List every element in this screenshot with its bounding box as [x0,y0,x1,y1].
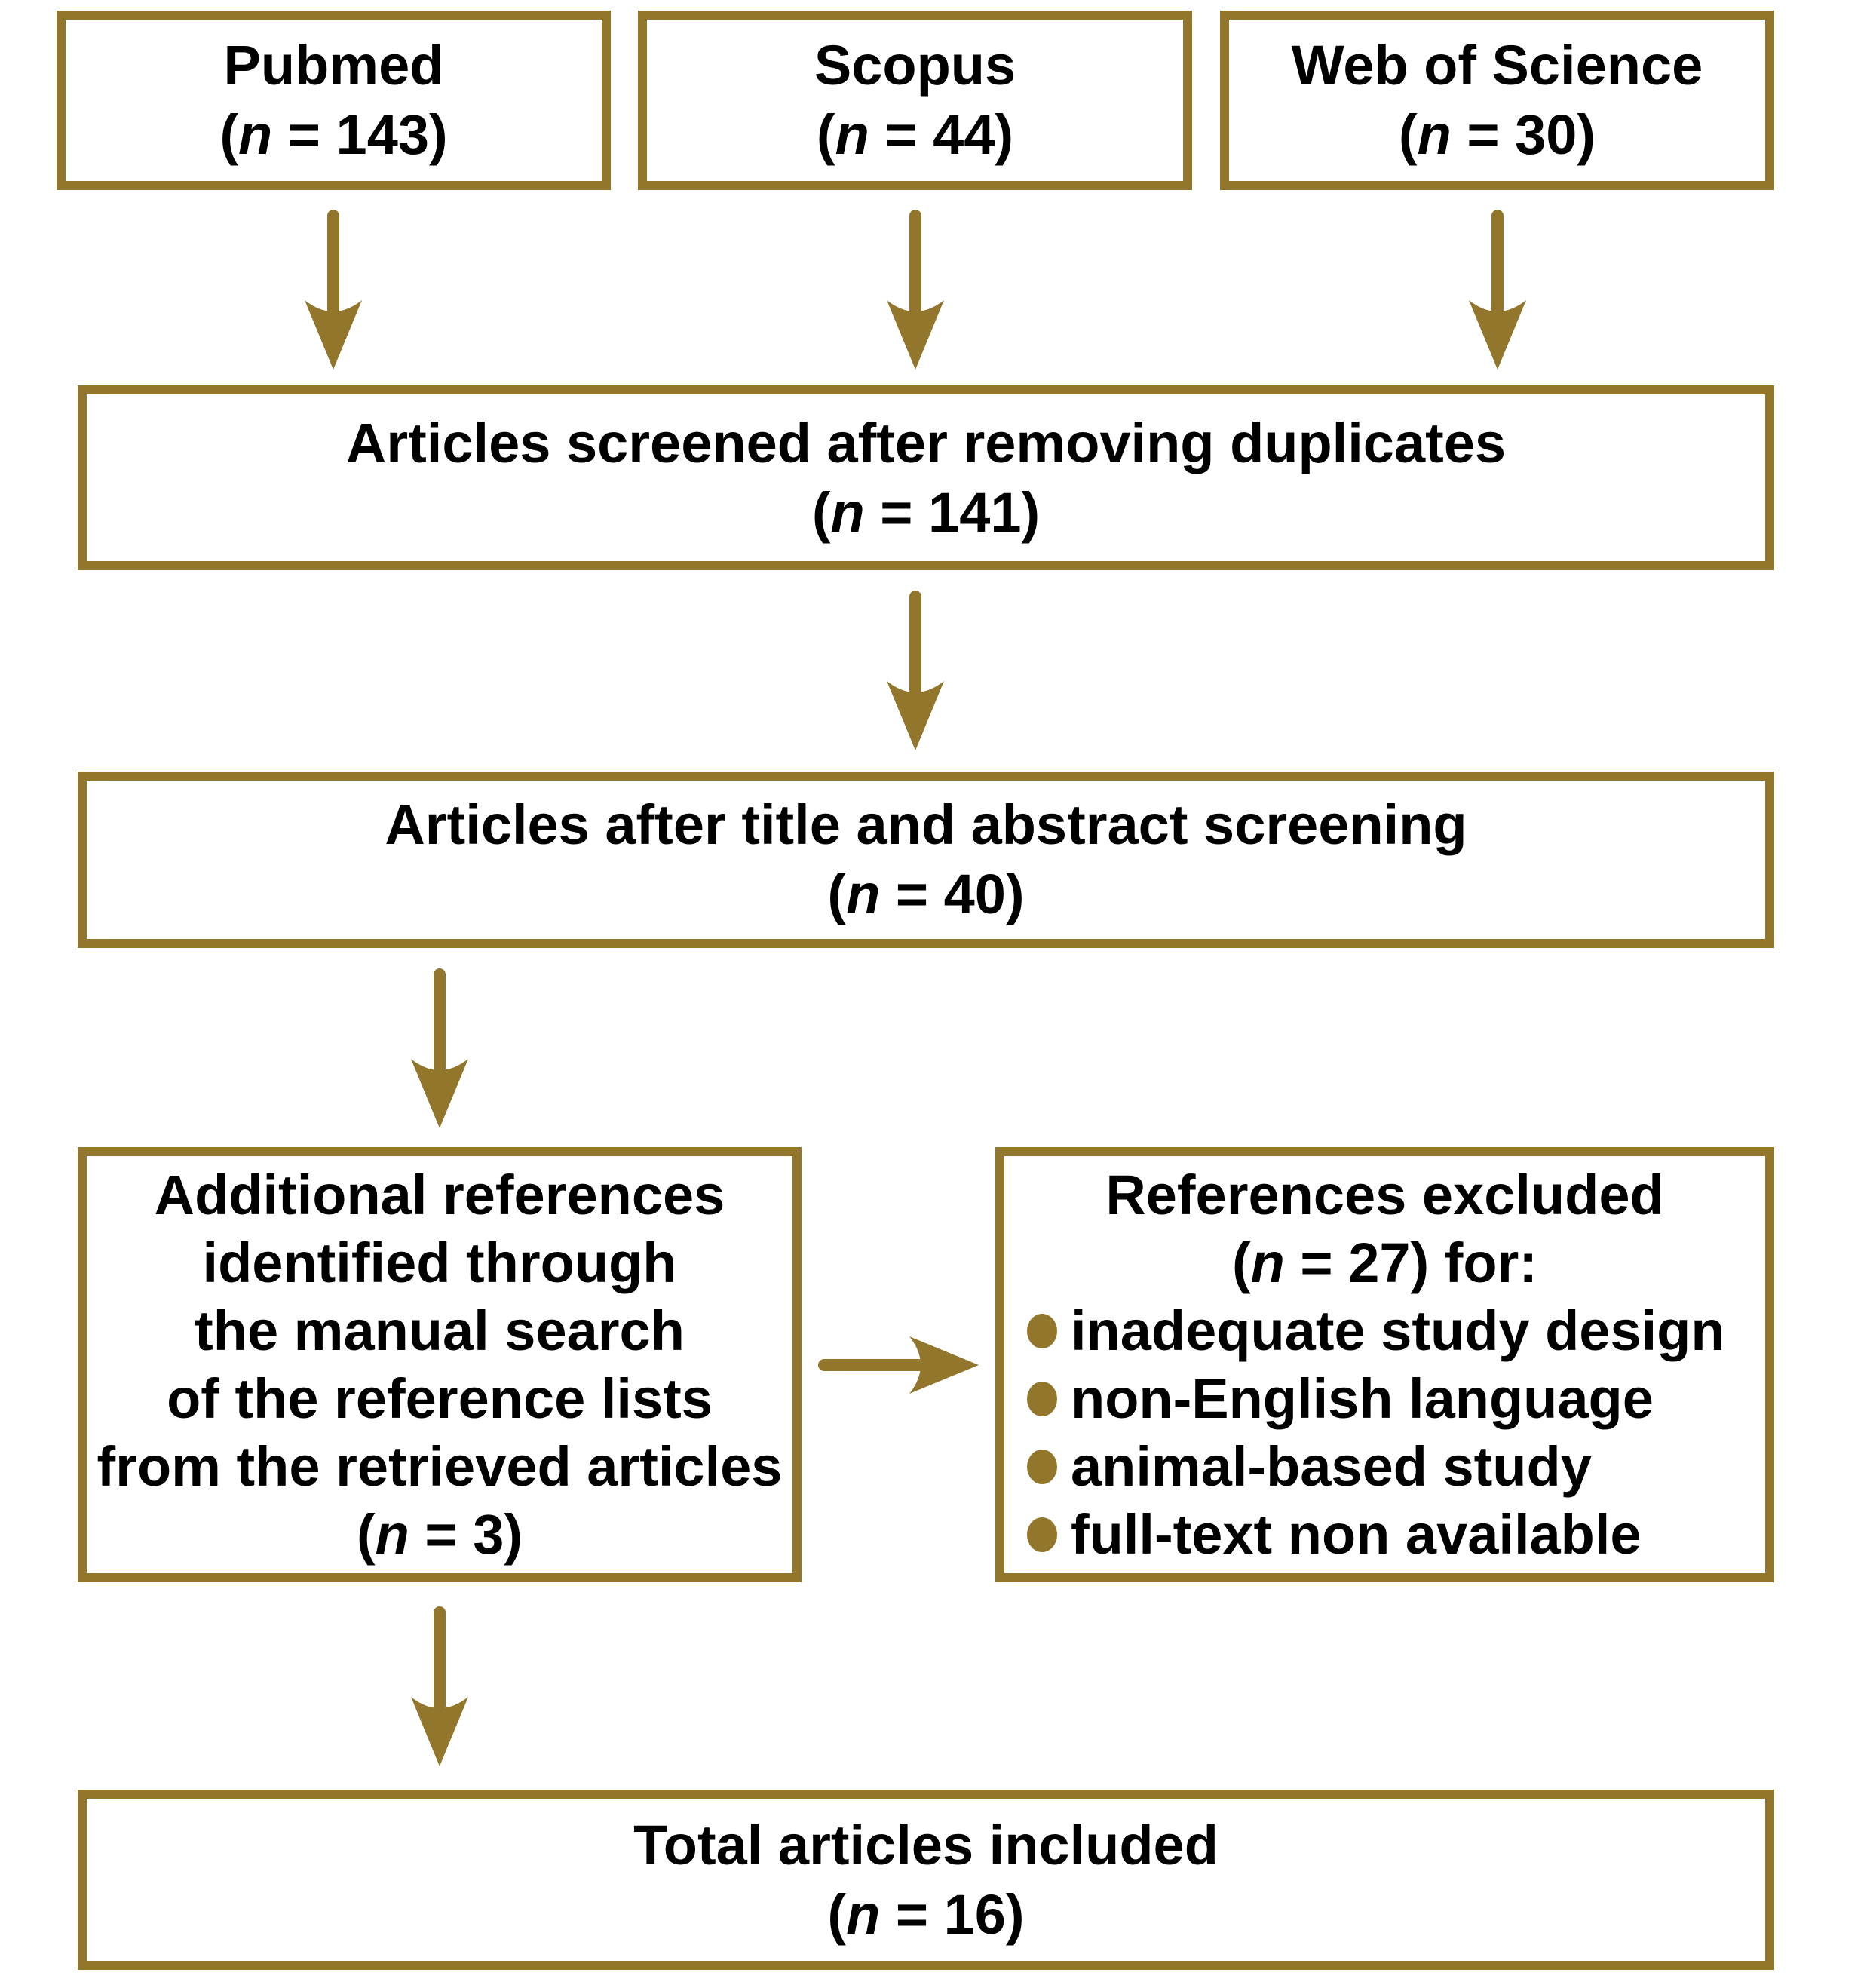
arrow-pubmed-to-screened-icon [303,210,363,370]
box-title: Articles after title and abstract screening [385,793,1467,856]
arrow-title-abstract-to-additional-icon [409,968,470,1128]
box-references-excluded [995,1147,1774,1582]
box-text-line: Additional references [154,1163,725,1226]
excluded-reason-label: non-English language [1071,1367,1654,1430]
bullet-icon [1027,1314,1057,1348]
excluded-reasons-list [1004,1297,1765,1569]
excluded-reason [1027,1501,1765,1569]
source-count: (n = 143) [219,103,448,166]
box-text-line: of the reference lists [167,1367,713,1430]
box-text-line: the manual search [195,1299,685,1362]
box-source-pubmed [57,11,611,190]
box-screened-duplicates [78,385,1774,570]
box-text-line: from the retrieved articles [97,1434,783,1498]
arrow-additional-to-total-icon [409,1606,470,1766]
box-count: (n = 16) [827,1882,1025,1946]
arrow-scopus-to-screened-icon [885,210,946,370]
bullet-icon [1027,1517,1057,1552]
box-source-scopus [638,11,1192,190]
bullet-icon [1027,1450,1057,1484]
source-name: Web of Science [1291,34,1703,97]
box-total-included [78,1790,1774,1970]
source-name: Scopus [814,34,1016,97]
box-count: (n = 3) [357,1502,523,1566]
box-title: Total articles included [633,1813,1219,1876]
excluded-reason [1027,1433,1765,1501]
arrow-wos-to-screened-icon [1467,210,1528,370]
excluded-reason [1027,1365,1765,1433]
excluded-reason-label: inadequate study design [1071,1299,1725,1362]
box-title: References excluded [1105,1163,1664,1226]
bullet-icon [1027,1382,1057,1416]
box-text-line: identified through [202,1231,677,1294]
excluded-reason-label: animal-based study [1071,1434,1592,1498]
box-count: (n = 40) [827,863,1025,925]
source-name: Pubmed [223,34,444,97]
source-count: (n = 44) [816,103,1014,166]
excluded-reason [1027,1297,1765,1365]
arrow-screened-to-title-abstract-icon [885,591,946,750]
arrow-additional-to-excluded-icon [818,1336,979,1394]
box-count: (n = 141) [811,480,1041,544]
source-count: (n = 30) [1398,103,1596,166]
excluded-reason-label: full-text non available [1071,1502,1642,1566]
box-additional-references [78,1147,802,1582]
box-title-abstract-screening [78,772,1774,948]
box-source-web-of-science [1220,11,1774,190]
box-title: Articles screened after removing duplicates [345,411,1507,474]
box-count: (n = 27) for: [1232,1231,1537,1294]
